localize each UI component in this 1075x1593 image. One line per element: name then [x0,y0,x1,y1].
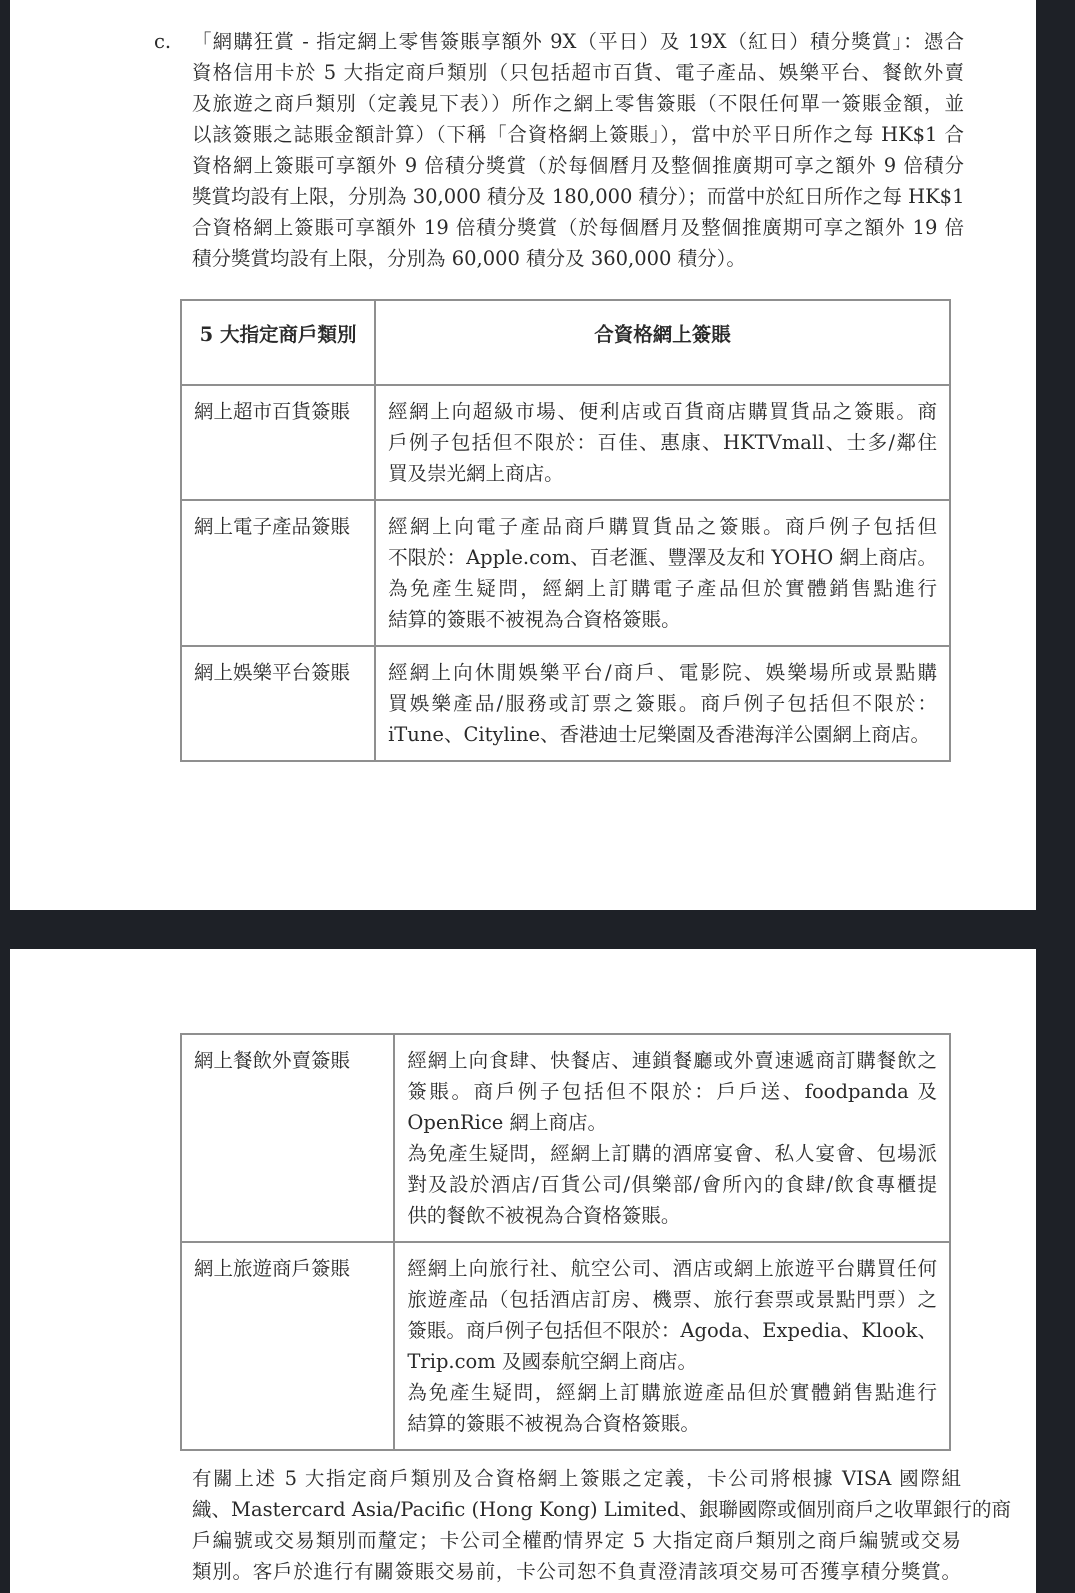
description-line: 為免產生疑問，經網上訂購的酒席宴會、私人宴會、包場派 [407,1142,937,1165]
description-line: 為免產生疑問，經網上訂購旅遊產品但於實體銷售點進行 [407,1381,937,1404]
description-line: 不限於：Apple.com、百老滙、豐澤及友和 YOHO 網上商店。 [388,546,937,569]
table-header-row [181,300,950,385]
description-line: 戶例子包括但不限於：百佳、惠康、HKTVmall、士多/鄰住 [388,431,937,454]
description-line: 簽賬。商戶例子包括但不限於：Agoda、Expedia、Klook、 [407,1319,937,1342]
description-cell [394,1242,950,1450]
table-row [181,385,950,500]
category-cell: 網上娛樂平台簽賬 [181,646,375,761]
document-page-2 [10,949,1036,1593]
clause-line: 以該簽賬之誌賬金額計算）（下稱「合資格網上簽賬」），當中於平日所作之每 HK$1 合 [192,123,964,146]
description-line: 為免產生疑問，經網上訂購電子產品但於實體銷售點進行 [388,577,937,600]
description-line: iTune、Cityline、香港迪士尼樂園及香港海洋公園網上商店。 [388,723,931,746]
clause-line: 及旅遊之商戶類別（定義見下表））所作之網上零售簽賬（不限任何單一簽賬金額，並 [192,92,964,115]
description-cell [375,500,950,646]
table-row [181,500,950,646]
footnote-line: 類別。客戶於進行有關簽賬交易前，卡公司恕不負責澄清該項交易可否獲享積分獎賞。 [192,1560,961,1583]
footnote-line: 有關上述 5 大指定商戶類別及合資格網上簽賬之定義，卡公司將根據 VISA 國際組 [192,1467,961,1490]
clause-line: 合資格網上簽賬可享額外 19 倍積分獎賞（於每個曆月及整個推廣期可享之額外 19 倍 [192,216,964,239]
clause-line: 「網購狂賞 - 指定網上零售簽賬享額外 9X（平日）及 19X（紅日）積分獎賞」：憑合 [192,30,964,53]
description-line: 結算的簽賬不被視為合資格簽賬。 [388,608,681,631]
table-row [181,1034,950,1242]
clause-marker: c. [154,30,172,53]
clause-c [154,26,964,274]
footnote-line: 戶編號或交易類別而釐定；卡公司全權酌情界定 5 大指定商戶類別之商戶編號或交易 [192,1529,961,1552]
merchant-category-table-continued [180,1033,951,1451]
footnote-line: 織、Mastercard Asia/Pacific (Hong Kong) Limited、銀聯國際或個別商戶之收單銀行的商 [192,1498,1012,1521]
description-line: 經網上向休閒娛樂平台/商戶、電影院、娛樂場所或景點購 [388,661,937,684]
description-cell [375,646,950,761]
clause-line: 資格網上簽賬可享額外 9 倍積分獎賞（於每個曆月及整個推廣期可享之額外 9 倍積分 [192,154,964,177]
description-line: 供的餐飲不被視為合資格簽賬。 [407,1204,681,1227]
description-line: 買娛樂產品/服務或訂票之簽賬。商戶例子包括但不限於： [388,692,937,715]
clause-line: 獎賞均設有上限，分別為 30,000 積分及 180,000 積分）；而當中於紅日所作之每 HK$1 [192,185,965,208]
clause-line: 積分獎賞均設有上限，分別為 60,000 積分及 360,000 積分）。 [192,247,746,270]
table-row [181,646,950,761]
category-cell: 網上旅遊商戶簽賬 [181,1242,394,1450]
table-row [181,1242,950,1450]
column-header-category: 5 大指定商戶類別 [181,300,375,385]
description-line: 經網上向超級市場、便利店或百貨商店購買貨品之簽賬。商 [388,400,937,423]
description-line: Trip.com 及國泰航空網上商店。 [407,1350,697,1373]
description-cell [375,385,950,500]
description-line: 經網上向旅行社、航空公司、酒店或網上旅遊平台購買任何 [407,1257,937,1280]
description-line: 旅遊產品（包括酒店訂房、機票、旅行套票或景點門票）之 [407,1288,937,1311]
column-header-eligible-spending: 合資格網上簽賬 [375,300,950,385]
category-cell: 網上餐飲外賣簽賬 [181,1034,394,1242]
category-cell: 網上超市百貨簽賬 [181,385,375,500]
description-line: 簽賬。商戶例子包括但不限於：戶戶送、foodpanda 及 [407,1080,937,1103]
description-line: 買及崇光網上商店。 [388,462,564,485]
document-page-1 [10,0,1036,910]
footnote [192,1463,1012,1587]
description-cell [394,1034,950,1242]
description-line: 經網上向食肆、快餐店、連鎖餐廳或外賣速遞商訂購餐飲之 [407,1049,937,1072]
description-line: 對及設於酒店/百貨公司/俱樂部/會所內的食肆/飲食專櫃提 [407,1173,937,1196]
description-line: OpenRice 網上商店。 [407,1111,608,1134]
category-cell: 網上電子產品簽賬 [181,500,375,646]
clause-line: 資格信用卡於 5 大指定商戶類別（只包括超市百貨、電子產品、娛樂平台、餐飲外賣 [192,61,964,84]
description-line: 經網上向電子產品商戶購買貨品之簽賬。商戶例子包括但 [388,515,937,538]
description-line: 結算的簽賬不被視為合資格簽賬。 [407,1412,700,1435]
merchant-category-table [180,299,951,762]
